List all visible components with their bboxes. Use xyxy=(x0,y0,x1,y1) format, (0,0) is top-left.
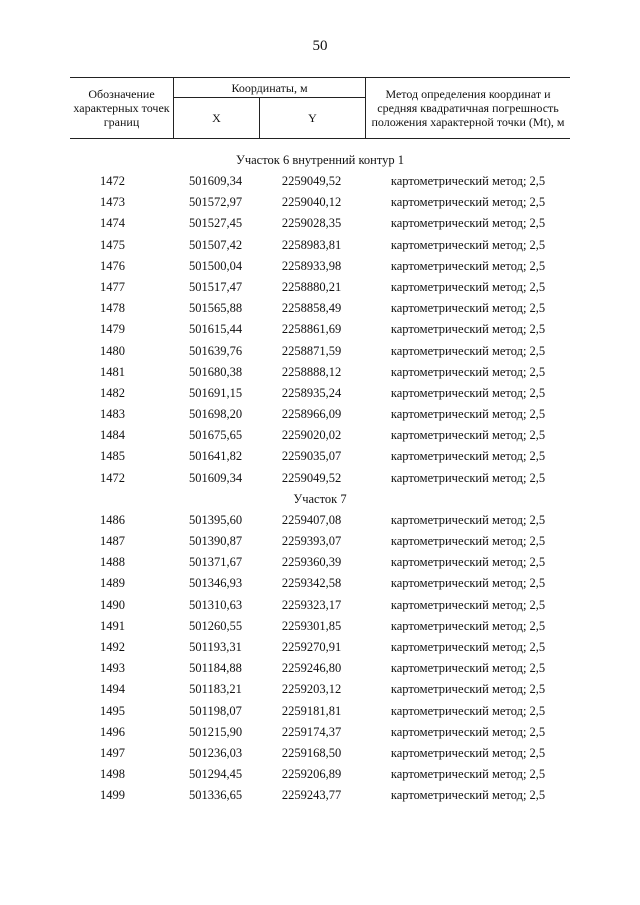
coord-y: 2259049,52 xyxy=(281,470,342,485)
point-id: 1485 xyxy=(100,449,125,464)
table-row xyxy=(70,743,570,764)
coord-y: 2259246,80 xyxy=(281,661,342,676)
table-row xyxy=(70,552,570,573)
coord-y: 2258935,24 xyxy=(281,385,342,400)
method: картометрический метод; 2,5 xyxy=(390,618,546,633)
coord-y: 2259020,02 xyxy=(281,428,342,443)
coord-x: 501641,82 xyxy=(188,449,243,464)
point-id: 1499 xyxy=(100,788,125,803)
method: картометрический метод; 2,5 xyxy=(390,174,546,188)
coord-x: 501184,88 xyxy=(189,661,242,676)
header-method: Метод определения координат и средняя квадратичная погрешность положения характерной точки (Mt), м xyxy=(371,87,565,129)
method: картометрический метод; 2,5 xyxy=(390,237,546,252)
point-id: 1494 xyxy=(100,682,125,697)
table-row xyxy=(70,446,570,467)
coord-x: 501395,60 xyxy=(188,512,243,527)
method: картометрический метод; 2,5 xyxy=(390,322,546,337)
point-id: 1476 xyxy=(100,258,125,273)
coord-x: 501260,55 xyxy=(188,618,243,633)
coord-x: 501698,20 xyxy=(188,407,243,422)
point-id: 1495 xyxy=(100,703,125,718)
point-id: 1472 xyxy=(100,470,125,485)
table-row xyxy=(70,383,570,404)
method: картометрический метод; 2,5 xyxy=(390,512,546,527)
coord-y: 2258933,98 xyxy=(281,258,342,273)
table-row xyxy=(70,637,570,658)
coord-y: 2258871,59 xyxy=(281,343,342,358)
coord-x: 501517,47 xyxy=(188,279,243,294)
coord-y: 2259360,39 xyxy=(281,555,342,570)
coord-x: 501215,90 xyxy=(188,724,243,739)
point-id: 1490 xyxy=(100,597,125,612)
method: картометрический метод; 2,5 xyxy=(390,343,546,358)
method: картометрический метод; 2,5 xyxy=(390,788,546,803)
method: картометрический метод; 2,5 xyxy=(390,449,546,464)
method: картометрический метод; 2,5 xyxy=(390,364,546,379)
method: картометрический метод; 2,5 xyxy=(390,534,546,548)
coord-y: 2258880,21 xyxy=(281,279,342,294)
coord-x: 501565,88 xyxy=(188,301,243,316)
table-row xyxy=(70,256,570,277)
method: картометрический метод; 2,5 xyxy=(390,767,546,782)
coord-y: 2258858,49 xyxy=(281,301,342,316)
section-title: Участок 7 xyxy=(293,491,347,506)
point-id: 1493 xyxy=(100,661,125,676)
point-id: 1482 xyxy=(100,385,125,400)
table-row xyxy=(70,573,570,594)
point-id: 1498 xyxy=(100,767,125,782)
method: картометрический метод; 2,5 xyxy=(390,279,546,294)
coord-y: 2259342,58 xyxy=(281,576,342,591)
table-body xyxy=(70,150,570,806)
coord-y: 2258983,81 xyxy=(281,237,342,252)
coord-x: 501294,45 xyxy=(188,767,243,782)
point-id: 1475 xyxy=(100,237,125,252)
coord-y: 2259028,35 xyxy=(281,216,342,231)
coord-y: 2259181,81 xyxy=(281,703,342,718)
coord-y: 2259168,50 xyxy=(281,745,342,760)
coord-x: 501615,44 xyxy=(188,322,243,337)
coord-x: 501346,93 xyxy=(188,576,243,591)
table-row xyxy=(70,658,570,679)
coord-y: 2259270,91 xyxy=(281,639,342,654)
coord-x: 501691,15 xyxy=(188,385,243,400)
coord-y: 2259243,77 xyxy=(281,788,342,803)
method: картометрический метод; 2,5 xyxy=(390,682,546,697)
table-row xyxy=(70,616,570,637)
method: картометрический метод; 2,5 xyxy=(390,407,546,422)
method: картометрический метод; 2,5 xyxy=(390,195,546,210)
point-id: 1479 xyxy=(100,322,125,337)
method: картометрический метод; 2,5 xyxy=(390,470,546,485)
table-row xyxy=(70,679,570,700)
method: картометрический метод; 2,5 xyxy=(390,661,546,676)
coord-x: 501500,04 xyxy=(188,258,243,273)
coord-y: 2259040,12 xyxy=(281,195,342,210)
table-row xyxy=(70,531,570,552)
coord-x: 501236,03 xyxy=(188,745,243,760)
table-row xyxy=(70,277,570,298)
point-id: 1486 xyxy=(100,512,125,527)
table-row xyxy=(70,341,570,362)
point-id: 1474 xyxy=(100,216,125,231)
table-row xyxy=(70,298,570,319)
coord-x: 501639,76 xyxy=(188,343,243,358)
table-row xyxy=(70,425,570,446)
table-header xyxy=(70,77,570,139)
point-id: 1477 xyxy=(100,279,125,294)
coord-y: 2258888,12 xyxy=(281,364,342,379)
point-id: 1472 xyxy=(100,174,125,188)
table-row xyxy=(70,362,570,383)
method: картометрический метод; 2,5 xyxy=(390,555,546,570)
method: картометрический метод; 2,5 xyxy=(390,576,546,591)
point-id: 1491 xyxy=(100,618,125,633)
point-id: 1478 xyxy=(100,301,125,316)
point-id: 1481 xyxy=(100,364,125,379)
header-y: Y xyxy=(259,98,366,138)
method: картометрический метод; 2,5 xyxy=(390,301,546,316)
method: картометрический метод; 2,5 xyxy=(390,703,546,718)
coord-x: 501198,07 xyxy=(189,703,242,718)
table-row xyxy=(70,171,570,192)
point-id: 1483 xyxy=(100,407,125,422)
point-id: 1492 xyxy=(100,639,125,654)
method: картометрический метод; 2,5 xyxy=(390,745,546,760)
coord-y: 2259049,52 xyxy=(281,174,342,188)
coord-y: 2258966,09 xyxy=(281,407,342,422)
coord-x: 501507,42 xyxy=(188,237,243,252)
header-coordinates: Координаты, м xyxy=(173,78,366,98)
table-row xyxy=(70,192,570,213)
table-row xyxy=(70,764,570,785)
coord-x: 501193,31 xyxy=(189,639,242,654)
method: картометрический метод; 2,5 xyxy=(390,258,546,273)
point-id: 1484 xyxy=(100,428,125,443)
table-row xyxy=(70,785,570,806)
coord-y: 2259203,12 xyxy=(281,682,342,697)
coord-y: 2259301,85 xyxy=(281,618,342,633)
point-id: 1497 xyxy=(100,745,125,760)
header-x: X xyxy=(173,98,259,138)
method: картометрический метод; 2,5 xyxy=(390,385,546,400)
method: картометрический метод; 2,5 xyxy=(390,216,546,231)
page-number: 50 xyxy=(312,38,328,54)
coord-x: 501572,97 xyxy=(188,195,243,210)
coord-y: 2259035,07 xyxy=(281,449,342,464)
header-designation: Обозначение характерных точек границ xyxy=(73,87,170,129)
point-id: 1480 xyxy=(100,343,125,358)
coord-x: 501310,63 xyxy=(188,597,243,612)
method: картометрический метод; 2,5 xyxy=(390,639,546,654)
point-id: 1473 xyxy=(100,195,125,210)
coord-x: 501183,21 xyxy=(189,682,242,697)
coord-y: 2259393,07 xyxy=(281,534,342,548)
coord-x: 501527,45 xyxy=(188,216,243,231)
coord-x: 501680,38 xyxy=(188,364,243,379)
point-id: 1496 xyxy=(100,724,125,739)
section-title: Участок 6 внутренний контур 1 xyxy=(235,153,405,167)
coord-y: 2259407,08 xyxy=(281,512,342,527)
table-row xyxy=(70,510,570,531)
coord-x: 501609,34 xyxy=(188,470,243,485)
method: картометрический метод; 2,5 xyxy=(390,428,546,443)
table-row xyxy=(70,319,570,340)
table-row xyxy=(70,595,570,616)
coord-y: 2259174,37 xyxy=(281,724,342,739)
method: картометрический метод; 2,5 xyxy=(390,724,546,739)
point-id: 1487 xyxy=(100,534,125,548)
point-id: 1488 xyxy=(100,555,125,570)
table-row xyxy=(70,213,570,234)
coord-x: 501609,34 xyxy=(188,174,243,188)
method: картометрический метод; 2,5 xyxy=(390,597,546,612)
coord-y: 2259206,89 xyxy=(281,767,342,782)
coord-x: 501390,87 xyxy=(188,534,243,548)
coord-x: 501675,65 xyxy=(188,428,243,443)
table-row xyxy=(70,404,570,425)
coord-y: 2258861,69 xyxy=(281,322,342,337)
table-row xyxy=(70,701,570,722)
coord-x: 501371,67 xyxy=(188,555,243,570)
table-row xyxy=(70,235,570,256)
table-row xyxy=(70,468,570,489)
coord-x: 501336,65 xyxy=(188,788,243,803)
table-row xyxy=(70,722,570,743)
coord-y: 2259323,17 xyxy=(281,597,342,612)
point-id: 1489 xyxy=(100,576,125,591)
